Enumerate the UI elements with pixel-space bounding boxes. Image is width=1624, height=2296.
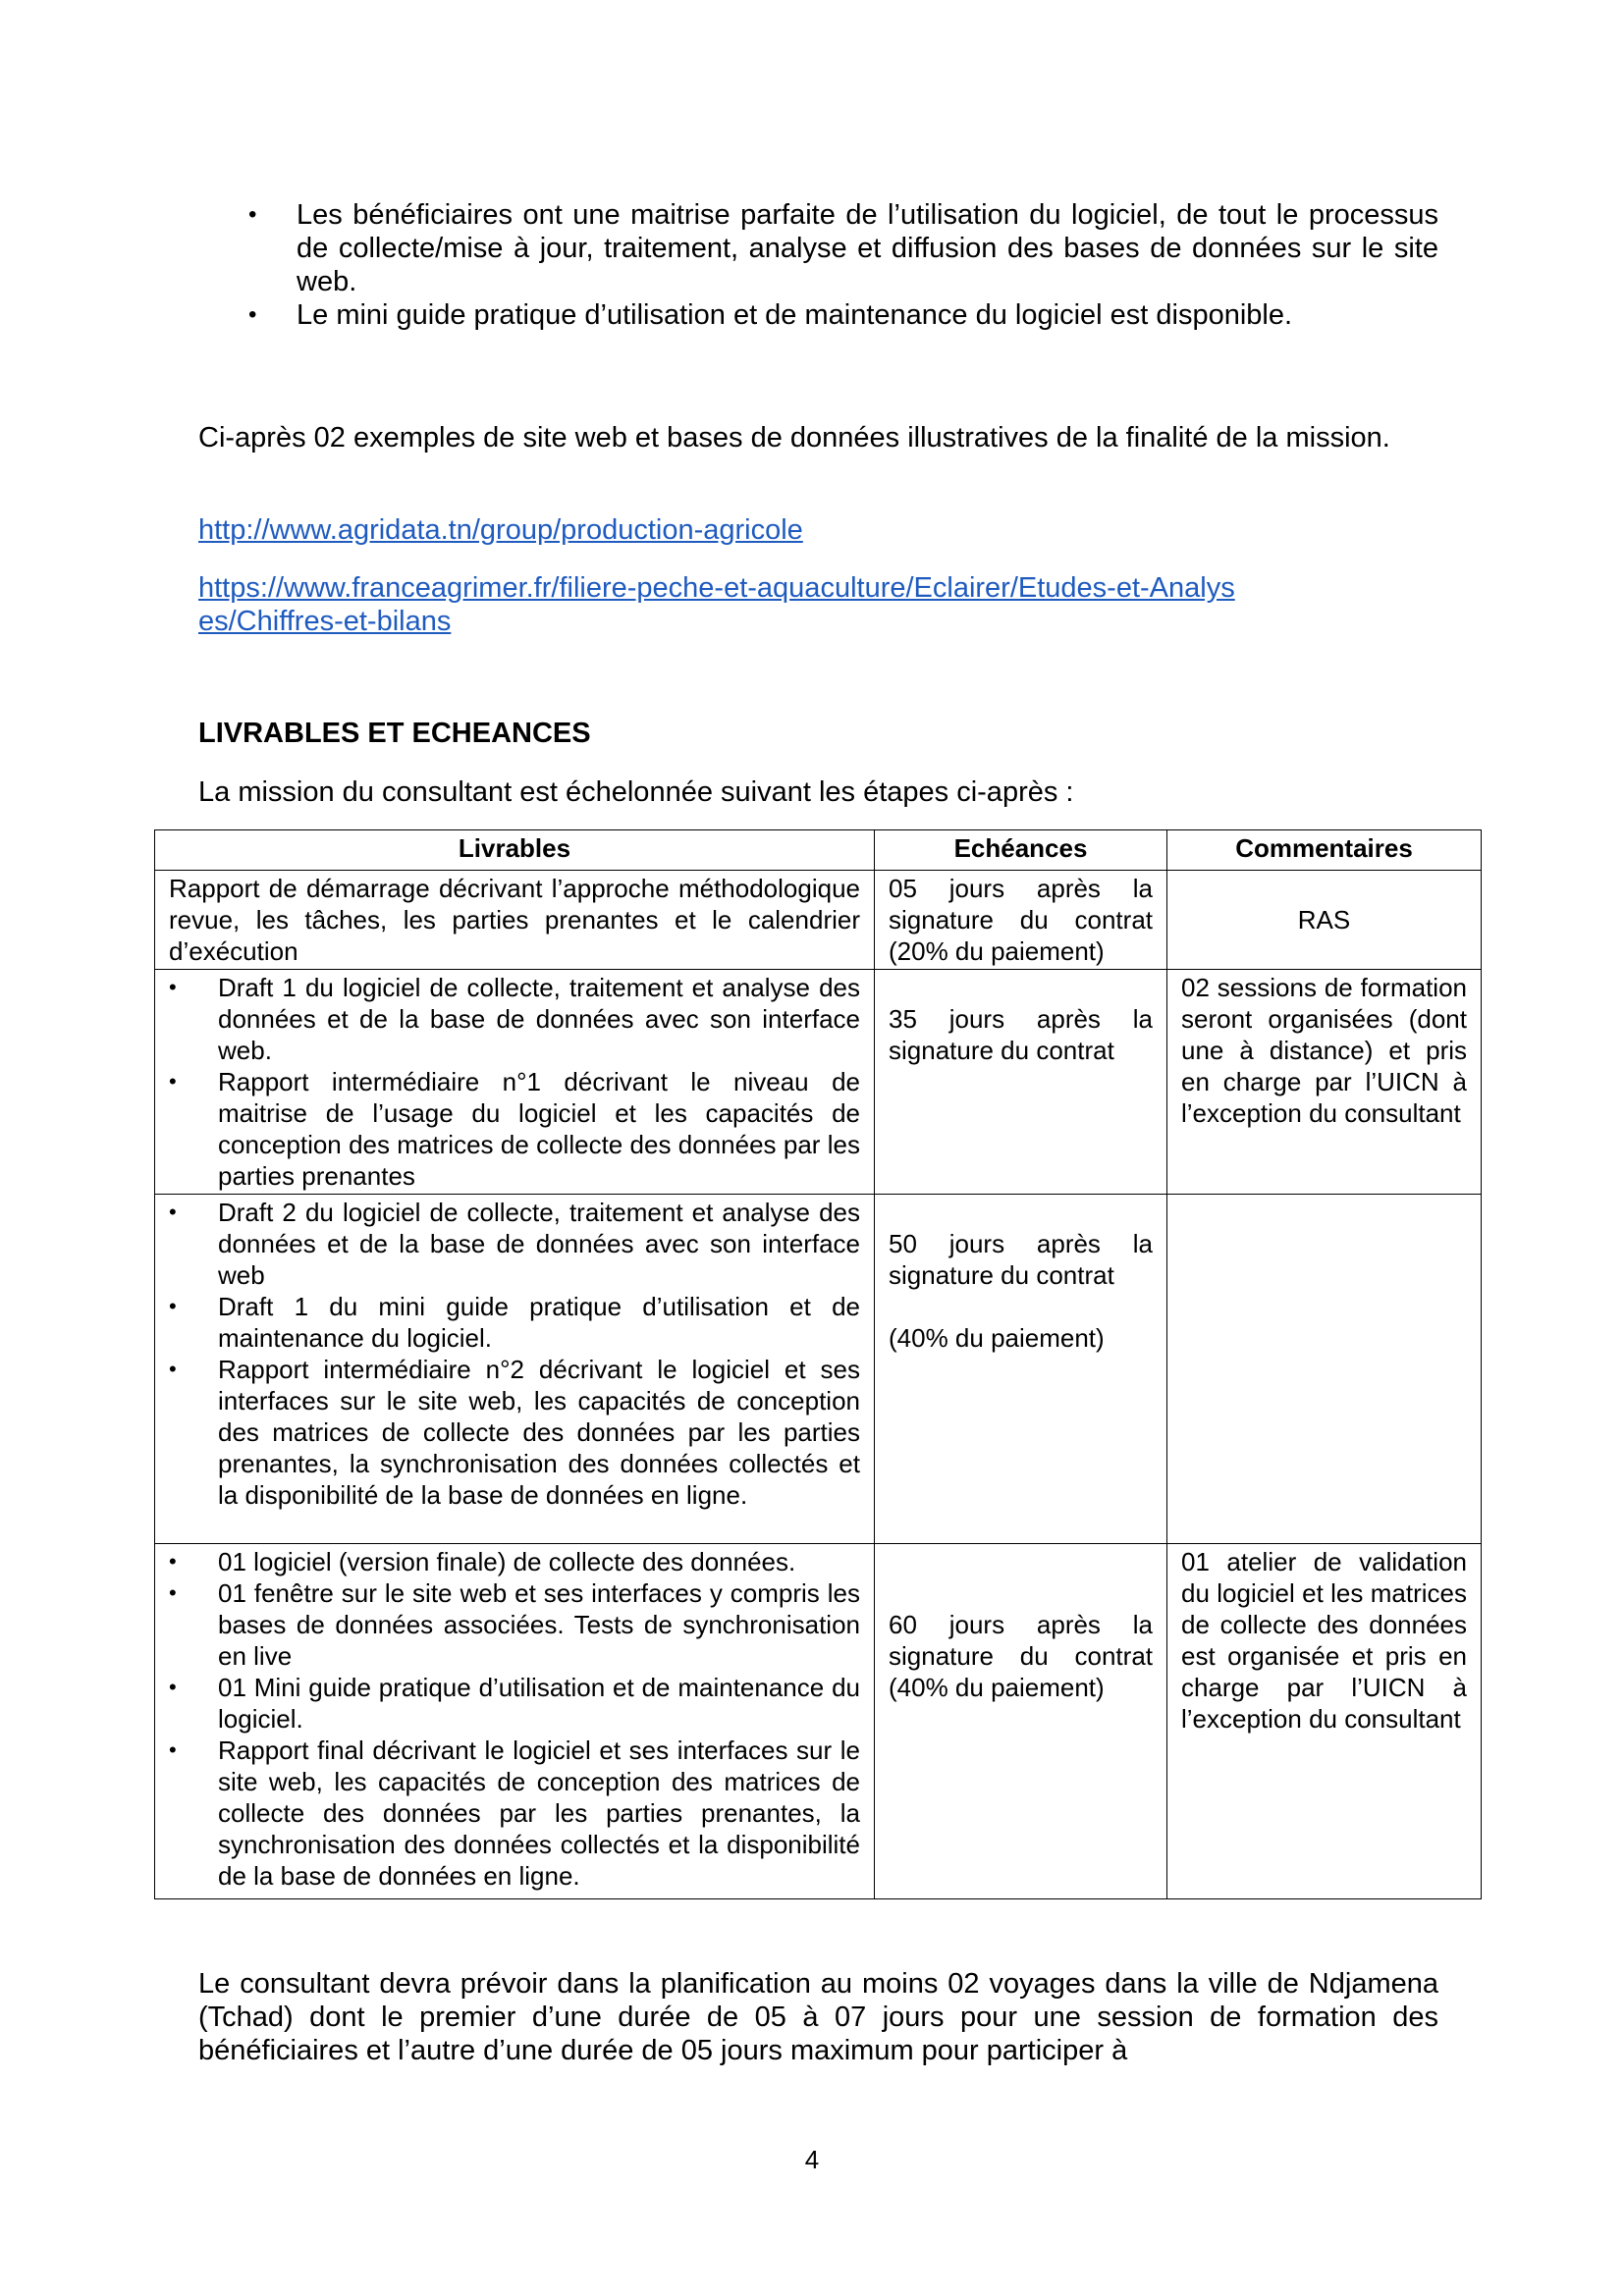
spacer [889, 1291, 1153, 1322]
closing-paragraph: Le consultant devra prévoir dans la planification au moins 02 voyages dans la ville de Ndjamena (Tchad) dont le premier d’une durée de 05 à 07 jours pour une session de formation des bénéficiaires et l’autre d’une durée de 05 jours maximum pour participer à [198, 1968, 1438, 2066]
cell-livrables [155, 970, 875, 1195]
header-echeances: Echéances [875, 830, 1167, 871]
cell-commentaire [1167, 1195, 1482, 1544]
table-header-row [155, 830, 1482, 871]
cell-livrables [155, 1544, 875, 1899]
cell-livrable: Rapport de démarrage décrivant l’approche méthodologique revue, les tâches, les parties prenantes et le calendrier d’exécution [155, 871, 875, 970]
list-item: • Rapport intermédiaire n°1 décrivant le niveau de maitrise de l’usage du logiciel et les capacités de conception des matrices de collecte des données par les parties prenantes [169, 1066, 860, 1192]
echeance-text: 50 jours après la signature du contrat [889, 1229, 1153, 1290]
cell-commentaire: 01 atelier de validation du logiciel et les matrices de collecte des données est organisée et pris en charge par l’UICN à l’exception du consultant [1167, 1544, 1482, 1899]
outcomes-list [245, 198, 1438, 332]
cell-echeance: 60 jours après la signature du contrat (40% du paiement) [875, 1544, 1167, 1899]
link-franceagrimer[interactable]: https://www.franceagrimer.fr/filiere-peche-et-aquaculture/Eclairer/Etudes-et-Analyses/Chiffres-et-bilans [198, 572, 1235, 637]
list-item: • 01 fenêtre sur le site web et ses interfaces y compris les bases de données associées. Tests de synchronisation en live [169, 1577, 860, 1672]
cell-echeance [875, 1195, 1167, 1544]
section-heading: LIVRABLES ET ECHEANCES [198, 718, 591, 749]
cell-echeance: 05 jours après la signature du contrat (20% du paiement) [875, 871, 1167, 970]
list-item: • 01 logiciel (version finale) de collecte des données. [169, 1546, 860, 1577]
cell-echeance: 35 jours après la signature du contrat [875, 970, 1167, 1195]
table-row [155, 1195, 1482, 1544]
payment-note: (40% du paiement) [889, 1323, 1105, 1353]
cell-commentaire: 02 sessions de formation seront organisées (dont une à distance) et pris en charge par l’UICN à l’exception du consultant [1167, 970, 1482, 1195]
table-row [155, 871, 1482, 970]
page-number: 4 [804, 2145, 820, 2174]
section-intro: La mission du consultant est échelonnée suivant les étapes ci-après : [198, 776, 1074, 808]
examples-intro-paragraph: Ci-après 02 exemples de site web et bases de données illustratives de la finalité de la mission. [198, 422, 1390, 454]
list-item: • 01 Mini guide pratique d’utilisation et de maintenance du logiciel. [169, 1672, 860, 1735]
list-item: • Les bénéficiaires ont une maitrise parfaite de l’utilisation du logiciel, de tout le processus de collecte/mise à jour, traitement, analyse et diffusion des bases de données sur le site web. [245, 198, 1438, 298]
cell-commentaire: RAS [1167, 871, 1482, 970]
header-commentaires: Commentaires [1167, 830, 1482, 871]
list-item: • Draft 1 du mini guide pratique d’utilisation et de maintenance du logiciel. [169, 1291, 860, 1354]
table-row [155, 970, 1482, 1195]
list-item: • Draft 1 du logiciel de collecte, traitement et analyse des données et de la base de données avec son interface web. [169, 972, 860, 1066]
list-item: • Rapport intermédiaire n°2 décrivant le logiciel et ses interfaces sur le site web, les capacités de conception des matrices de collecte des données par les parties prenantes, la synchronisation des données collectés et la disponibilité de la base de données en ligne. [169, 1354, 860, 1511]
link-agridata[interactable]: http://www.agridata.tn/group/production-agricole [198, 514, 803, 546]
cell-livrables [155, 1195, 875, 1544]
table-row [155, 1544, 1482, 1899]
list-item: • Draft 2 du logiciel de collecte, traitement et analyse des données et de la base de données avec son interface web [169, 1197, 860, 1291]
header-livrables: Livrables [155, 830, 875, 871]
list-item: • Le mini guide pratique d’utilisation et de maintenance du logiciel est disponible. [245, 298, 1438, 332]
list-item: • Rapport final décrivant le logiciel et ses interfaces sur le site web, les capacités de conception des matrices de collecte des données par les parties prenantes, la synchronisation des données collectés et la disponibilité de la base de données en ligne. [169, 1735, 860, 1892]
deliverables-table [154, 829, 1482, 1899]
